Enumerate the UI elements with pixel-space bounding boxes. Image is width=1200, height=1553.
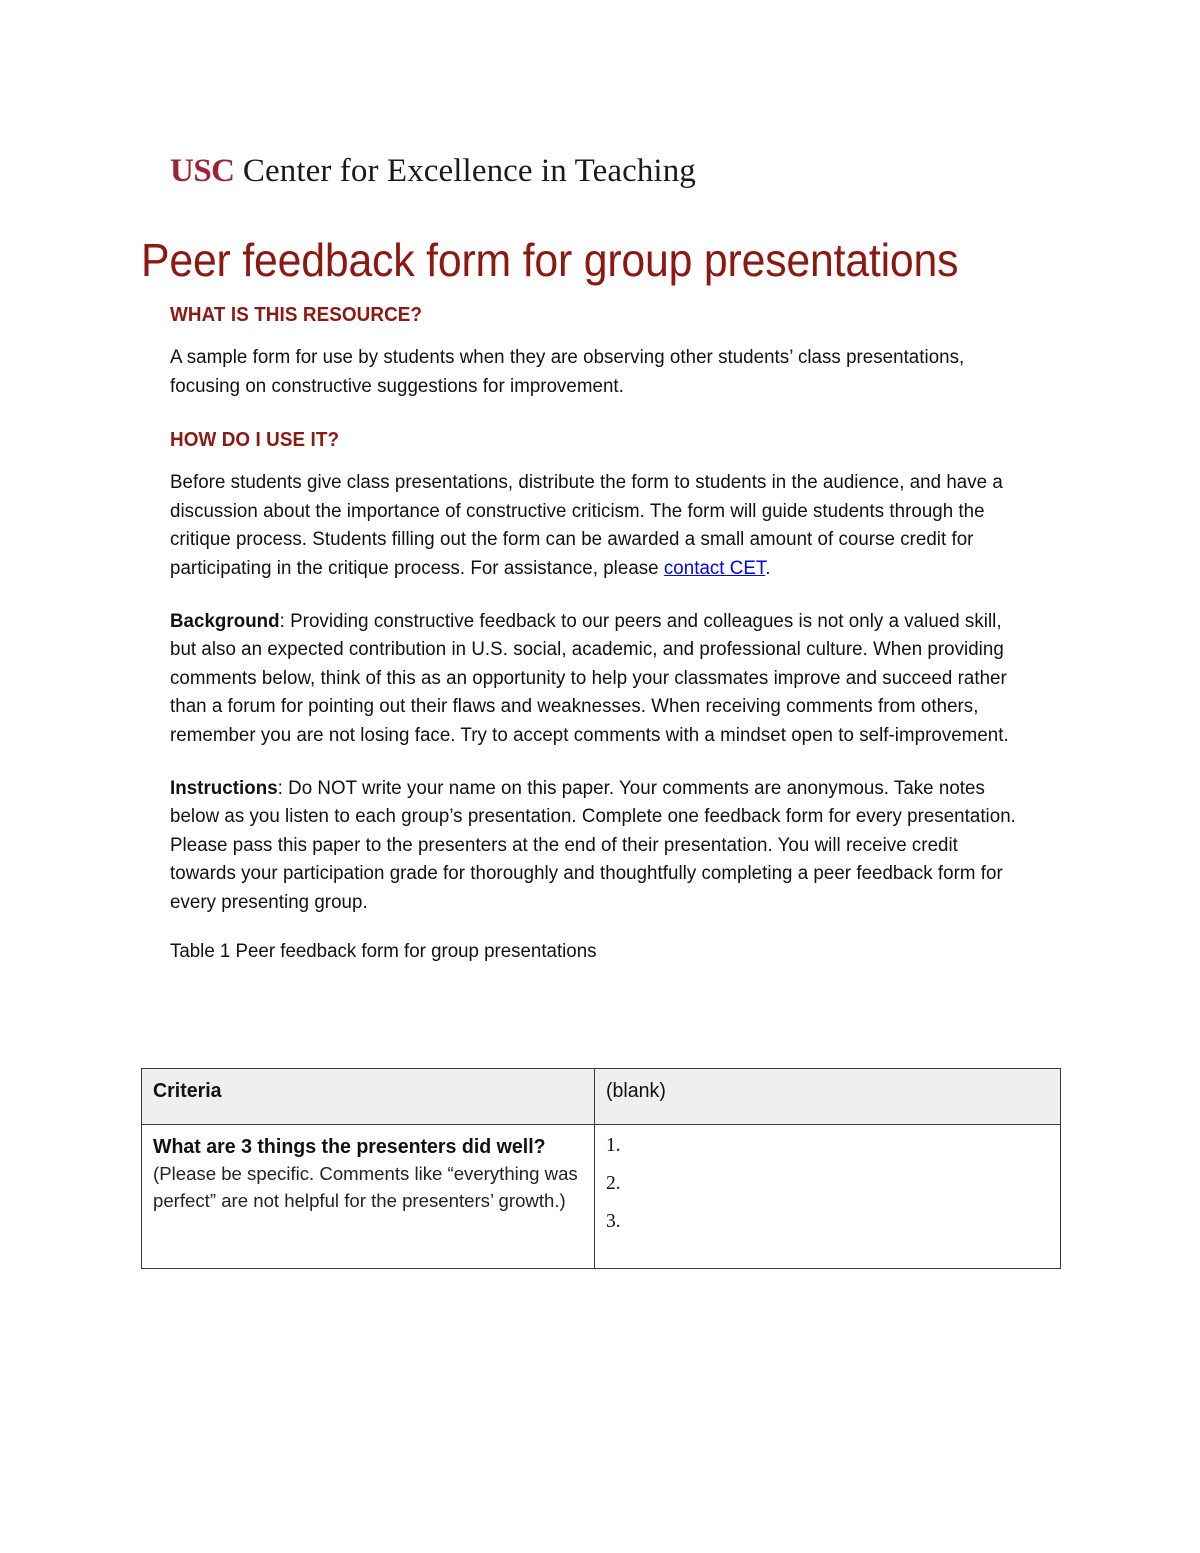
paragraph-what-is-this-resource: A sample form for use by students when they are observing other students’ class presentations, focusing on constructive suggestions for improvement. bbox=[170, 346, 965, 397]
contact-cet-link[interactable]: contact CET bbox=[663, 556, 766, 579]
list-item[interactable]: 3. bbox=[606, 1211, 621, 1232]
answer-cell[interactable] bbox=[595, 1125, 1061, 1269]
paragraph-how-do-i-use-it bbox=[170, 468, 1020, 582]
background-separator: : bbox=[279, 609, 291, 632]
cet-wordmark: Center for Excellence in Teaching bbox=[242, 153, 696, 189]
paragraph-background bbox=[170, 607, 1020, 750]
criteria-question: What are 3 things the presenters did well? bbox=[153, 1136, 546, 1158]
usc-cet-logo bbox=[170, 151, 696, 191]
background-text: Providing constructive feedback to our peers and colleagues is not only a valued skill, but also an expected contribution in U.S. social, academic, and professional culture. When providing comments below, think of this as an opportunity to help your classmates improve and succeed rather than a forum for pointing out their flaws and weaknesses. When receiving comments from others, remember you are not losing face. Try to accept comments with a mindset open to self-improvement. bbox=[170, 609, 1009, 746]
how-to-text-before-link: Before students give class presentations, distribute the form to students in the audience, and have a discussion about the importance of constructive criticism. The form will guide students through the critique process. Students filling out the form can be awarded a small amount of course credit for participating in the critique process. For assistance, please bbox=[170, 471, 1003, 579]
heading-what-is-this-resource: WHAT IS THIS RESOURCE? bbox=[170, 303, 423, 326]
table-header-row bbox=[142, 1069, 1061, 1125]
table-row bbox=[142, 1125, 1061, 1269]
how-to-text-after-link: . bbox=[765, 556, 771, 579]
instructions-label: Instructions bbox=[170, 776, 278, 799]
table-header-blank: (blank) bbox=[595, 1069, 1061, 1125]
paragraph-instructions bbox=[170, 774, 1020, 917]
criteria-cell bbox=[142, 1125, 595, 1269]
document-body bbox=[170, 303, 1060, 965]
list-item[interactable]: 2. bbox=[606, 1173, 621, 1194]
peer-feedback-table bbox=[141, 1068, 1061, 1269]
instructions-separator: : bbox=[277, 776, 289, 799]
heading-how-do-i-use-it: HOW DO I USE IT? bbox=[170, 428, 340, 452]
criteria-note: (Please be specific. Comments like “everything was perfect” are not helpful for the presenters’ growth.) bbox=[153, 1163, 578, 1211]
page-title: Peer feedback form for group presentations bbox=[141, 234, 959, 286]
background-label: Background bbox=[170, 609, 280, 632]
table-caption: Table 1 Peer feedback form for group presentations bbox=[170, 939, 597, 962]
table-header-criteria: Criteria bbox=[142, 1069, 595, 1125]
list-item[interactable]: 1. bbox=[606, 1135, 621, 1156]
instructions-text: Do NOT write your name on this paper. Your comments are anonymous. Take notes below as you listen to each group’s presentation. Complete one feedback form for every presentation. Please pass this paper to the presenters at the end of their presentation. You will receive credit towards your participation grade for thoroughly and thoughtfully completing a peer feedback form for every presenting group. bbox=[170, 776, 1016, 913]
answer-list bbox=[606, 1134, 1049, 1248]
usc-logo-mark: USC bbox=[170, 153, 235, 189]
